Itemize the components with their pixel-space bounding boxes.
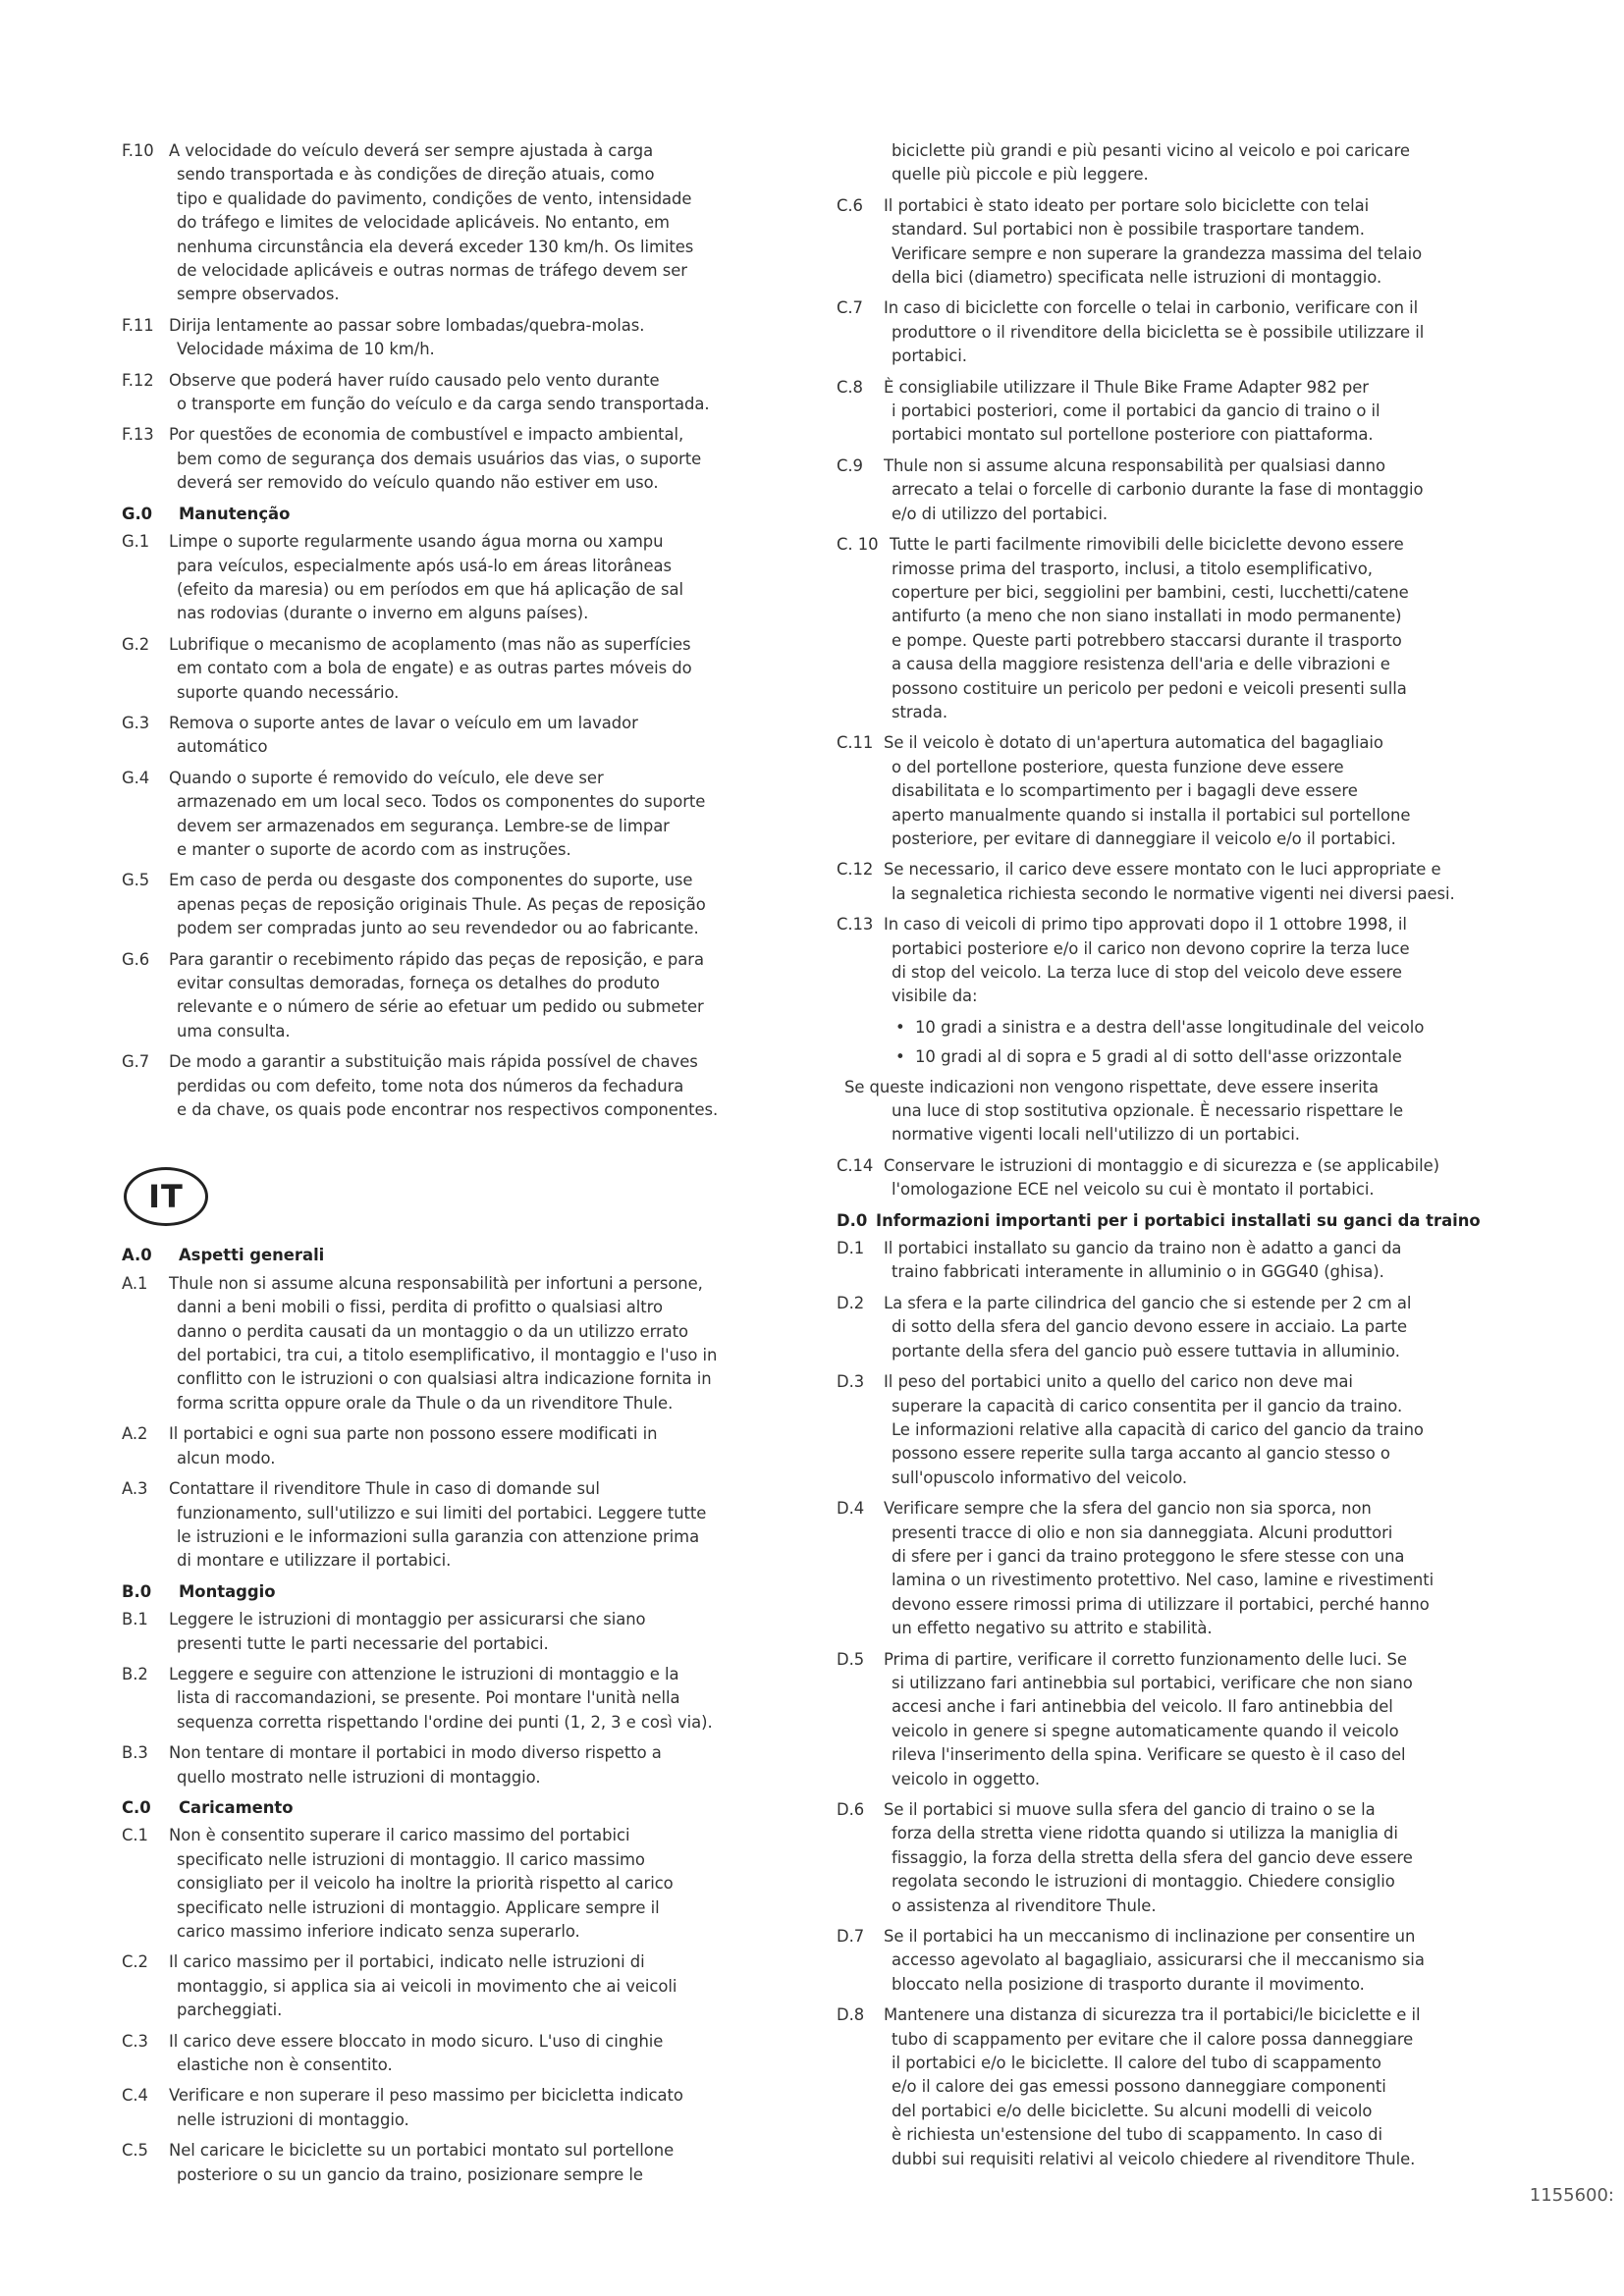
list-item [837, 2003, 1499, 2171]
item-line: regolata secondo le istruzioni di montaggio. Chiedere consiglio [892, 1872, 1395, 1892]
list-item [837, 533, 1499, 724]
item-number: C.4 [122, 2086, 148, 2106]
item-line: è richiesta un'estensione del tubo di scappamento. In caso di [892, 2125, 1382, 2145]
item-first-line: Para garantir o recebimento rápido das peças de reposição, e para [169, 949, 704, 969]
list-item [122, 423, 799, 495]
item-line: accesi anche i fari antinebbia del veicolo. Il faro antinebbia del [892, 1697, 1393, 1717]
list-item [122, 767, 799, 863]
item-first-line: In caso di veicoli di primo tipo approvati dopo il 1 ottobre 1998, il [884, 915, 1407, 934]
item-first-line: Prima di partire, verificare il corretto funzionamento delle luci. Se [884, 1649, 1407, 1669]
item-number: D.5 [837, 1649, 865, 1669]
item-first-line: Remova o suporte antes de lavar o veículo em um lavador [169, 713, 638, 732]
item-line: carico massimo inferiore indicato senza superarlo. [177, 1922, 580, 1941]
item-number: G.7 [122, 1052, 150, 1072]
item-first-line: Il portabici e ogni sua parte non possono essere modificati in [169, 1424, 658, 1444]
list-item [122, 2030, 799, 2078]
list-item [837, 913, 1499, 1009]
item-line: posteriore, per evitare di danneggiare il veicolo e/o il portabici. [892, 828, 1396, 848]
item-first-line: Leggere le istruzioni di montaggio per assicurarsi che siano [169, 1610, 646, 1629]
item-line: dubbi sui requisiti relativi al veicolo chiedere al rivenditore Thule. [892, 2149, 1416, 2168]
item-line: un effetto negativo su attrito e stabilità. [892, 1619, 1213, 1638]
item-first-line: Contattare il rivenditore Thule in caso di domande sul [169, 1479, 600, 1499]
item-number: F.11 [122, 315, 154, 335]
item-line: relevante e o número de série ao efetuar um pedido ou submeter [177, 997, 704, 1017]
item-first-line: Il peso del portabici unito a quello del carico non deve mai [884, 1372, 1353, 1392]
list-item [837, 1648, 1499, 1791]
item-line: do tráfego e limites de velocidade aplicáveis. No entanto, em [177, 213, 670, 233]
list-item [837, 1237, 1499, 1285]
right-column [837, 139, 1499, 2178]
item-line: quello mostrato nelle istruzioni di montaggio. [177, 1767, 541, 1787]
list-item [122, 1608, 799, 1656]
item-line: forza della stretta viene ridotta quando si utilizza la maniglia di [892, 1824, 1398, 1843]
item-line: (efeito da maresia) ou em períodos em que há aplicação de sal [177, 579, 683, 599]
item-first-line: Por questões de economia de combustível e impacto ambiental, [169, 425, 684, 445]
item-line: apenas peças de reposição originais Thule. As peças de reposição [177, 894, 706, 914]
item-number: C.13 [837, 915, 874, 934]
list-item [837, 1292, 1499, 1363]
item-number: C.1 [122, 1826, 148, 1845]
bullet-text: 10 gradi al di sopra e 5 gradi al di sotto dell'asse orizzontale [915, 1047, 1402, 1067]
item-line: coperture per bici, seggiolini per bambini, cesti, lucchetti/catene [892, 582, 1409, 602]
list-item [122, 314, 799, 362]
item-line: a causa della maggiore resistenza dell'aria e delle vibrazioni e [892, 655, 1390, 674]
list-item [122, 1824, 799, 1944]
item-line: visibile da: [892, 987, 978, 1006]
item-line: specificato nelle istruzioni di montaggio. Il carico massimo [177, 1849, 645, 1869]
item-line: si utilizzano fari antinebbia sul portabici, verificare che non siano [892, 1673, 1413, 1692]
list-item [837, 194, 1499, 291]
item-line: de velocidade aplicáveis e outras normas de tráfego devem ser [177, 261, 687, 281]
item-line: i portabici posteriori, come il portabici da gancio di traino o il [892, 401, 1380, 421]
item-line: elastiche non è consentito. [177, 2056, 393, 2075]
item-line: em contato com a bola de engate) e as outras partes móveis do [177, 659, 692, 678]
item-line: rimosse prima del trasporto, inclusi, a titolo esemplificativo, [892, 559, 1373, 578]
bullet-list [837, 1016, 1499, 1070]
item-line: presenti tracce di olio e non sia danneggiata. Alcuni produttori [892, 1522, 1393, 1542]
item-number: D.6 [837, 1800, 865, 1819]
list-item [122, 1050, 799, 1122]
item-line: danno o perdita causati da un montaggio o da un utilizzo errato [177, 1321, 689, 1341]
item-line: parcheggiati. [177, 2001, 283, 2020]
item-number: G.3 [122, 713, 150, 732]
section-heading-c [122, 1796, 799, 1820]
item-line: della bici (diametro) specificata nelle istruzioni di montaggio. [892, 268, 1382, 288]
item-line: Le informazioni relative alla capacità di carico del gancio da traino [892, 1419, 1424, 1439]
item-line: conflitto con le istruzioni o con qualsiasi altra indicazione fornita in [177, 1369, 712, 1389]
item-line: presenti tutte le parti necessarie del portabici. [177, 1633, 549, 1653]
g-items [122, 530, 799, 1122]
item-number: F.10 [122, 141, 154, 160]
list-item [122, 1741, 799, 1789]
item-first-line: Tutte le parti facilmente rimovibili delle biciclette devono essere [890, 535, 1404, 555]
item-line: rileva l'inserimento della spina. Verificare se questo è il caso del [892, 1745, 1406, 1765]
bullet-text: 10 gradi a sinistra e a destra dell'asse longitudinale del veicolo [915, 1017, 1425, 1037]
item-line: superare la capacità di carico consentita per il gancio da traino. [892, 1396, 1403, 1415]
section-title: Manutenção [179, 504, 291, 523]
item-line: funzionamento, sull'utilizzo e sui limiti del portabici. Leggere tutte [177, 1503, 707, 1522]
list-item [122, 139, 799, 307]
item-line: forma scritta oppure orale da Thule o da un rivenditore Thule. [177, 1393, 674, 1413]
list-item [837, 454, 1499, 526]
c13-note [837, 1076, 1499, 1148]
list-item [122, 530, 799, 626]
item-number: C.12 [837, 860, 874, 880]
item-first-line: Il carico deve essere bloccato in modo sicuro. L'uso di cinghie [169, 2031, 664, 2051]
item-line: e manter o suporte de acordo com as instruções. [177, 839, 571, 859]
item-line: o transporte em função do veículo e da carga sendo transportada. [177, 395, 710, 414]
item-line: quelle più piccole e più leggere. [892, 165, 1149, 185]
item-line: possono costituire un pericolo per pedoni e veicoli presenti sulla [892, 678, 1407, 698]
item-line: suporte quando necessário. [177, 682, 400, 702]
item-first-line: Nel caricare le biciclette su un portabici montato sul portellone [169, 2141, 675, 2161]
item-number: D.2 [837, 1293, 865, 1312]
item-line: podem ser compradas junto ao seu revendedor ou ao fabricante. [177, 919, 699, 938]
item-line: di sfere per i ganci da traino proteggono le sfere stesse con una [892, 1546, 1405, 1566]
list-item [837, 1497, 1499, 1640]
language-code: IT [148, 1178, 184, 1216]
item-line: Velocidade máxima de 10 km/h. [177, 340, 435, 359]
item-line: danni a beni mobili o fissi, perdita di profitto o qualsiasi altro [177, 1298, 663, 1317]
item-line: bem como de segurança dos demais usuários das vias, o suporte [177, 449, 702, 468]
list-item [837, 1154, 1499, 1202]
item-line: deverá ser removido do veículo quando não estiver em uso. [177, 473, 659, 493]
item-number: C.8 [837, 377, 863, 397]
item-line: bloccato nella posizione di trasporto durante il movimento. [892, 1974, 1365, 1994]
section-heading-d [837, 1209, 1499, 1233]
item-line: portante della sfera del gancio può essere tuttavia in alluminio. [892, 1341, 1400, 1361]
item-number: D.8 [837, 2005, 865, 2025]
item-number: C.11 [837, 733, 874, 753]
item-line: traino fabbricati interamente in alluminio o in GGG40 (ghisa). [892, 1262, 1384, 1282]
list-item [122, 712, 799, 760]
list-item [122, 2139, 799, 2187]
a-items [122, 1272, 799, 1574]
item-line: automático [177, 737, 268, 757]
item-first-line: Se necessario, il carico deve essere montato con le luci appropriate e [884, 860, 1441, 880]
item-line: sendo transportada e às condições de direção atuais, como [177, 165, 655, 185]
item-number: C.5 [122, 2141, 148, 2161]
item-line: uma consulta. [177, 1021, 291, 1041]
item-first-line: Se il portabici ha un meccanismo di inclinazione per consentire un [884, 1927, 1416, 1947]
item-number: G.2 [122, 634, 150, 654]
item-line: veicolo in genere si spegne automaticamente quando il veicolo [892, 1721, 1399, 1740]
item-line: o assistenza al rivenditore Thule. [892, 1896, 1157, 1915]
item-number: C.6 [837, 195, 863, 215]
list-item [122, 948, 799, 1044]
section-heading-a [122, 1244, 799, 1267]
item-line: del portabici e/o delle biciclette. Su alcuni modelli di veicolo [892, 2101, 1373, 2120]
item-first-line: A velocidade do veículo deverá ser sempre ajustada à carga [169, 141, 654, 160]
item-line: sempre observados. [177, 285, 340, 304]
item-first-line: Non tentare di montare il portabici in modo diverso rispetto a [169, 1743, 662, 1763]
item-line: una luce di stop sostitutiva opzionale. È necessario rispettare le [892, 1101, 1404, 1121]
item-first-line: Quando o suporte é removido do veículo, ele deve ser [169, 768, 604, 787]
c-items-left [122, 1824, 799, 2187]
c-items-right [837, 194, 1499, 1009]
section-title: Aspetti generali [179, 1246, 325, 1265]
item-first-line: Thule non si assume alcuna responsabilità per infortuni a persone, [169, 1273, 703, 1293]
list-item [122, 1422, 799, 1470]
section-number: G.0 [122, 504, 153, 523]
item-first-line: Verificare e non superare il peso massimo per bicicletta indicato [169, 2086, 683, 2106]
item-number: B.1 [122, 1610, 148, 1629]
item-number: F.13 [122, 425, 154, 445]
item-line: normative vigenti locali nell'utilizzo di un portabici. [892, 1125, 1300, 1145]
item-first-line: Leggere e seguire con attenzione le istruzioni di montaggio e la [169, 1664, 679, 1683]
item-number: C.3 [122, 2031, 148, 2051]
item-number: C.14 [837, 1155, 874, 1175]
list-item [837, 296, 1499, 368]
item-number: G.1 [122, 532, 150, 552]
item-line: tipo e qualidade do pavimento, condições de vento, intensidade [177, 188, 692, 208]
item-line: standard. Sul portabici non è possibile trasportare tandem. [892, 220, 1365, 240]
item-first-line: Mantenere una distanza di sicurezza tra il portabici/le biciclette e il [884, 2005, 1421, 2025]
item-line: posteriore o su un gancio da traino, posizionare sempre le [177, 2164, 643, 2184]
section-number: C.0 [122, 1797, 151, 1817]
item-line: alcun modo. [177, 1448, 276, 1468]
section-number: B.0 [122, 1581, 152, 1601]
list-item [122, 2084, 799, 2132]
item-line: sequenza corretta rispettando l'ordine dei punti (1, 2, 3 e così via). [177, 1712, 713, 1732]
item-number: G.6 [122, 949, 150, 969]
item-first-line: Non è consentito superare il carico massimo del portabici [169, 1826, 630, 1845]
item-line: portabici montato sul portellone posteriore con piattaforma. [892, 425, 1374, 445]
item-line: portabici posteriore e/o il carico non devono coprire la terza luce [892, 938, 1410, 958]
item-number: D.7 [837, 1927, 865, 1947]
item-line: fissaggio, la forza della stretta della sfera del gancio deve essere [892, 1847, 1413, 1867]
item-first-line: Il carico massimo per il portabici, indicato nelle istruzioni di [169, 1952, 645, 1972]
list-item [837, 731, 1499, 851]
list-item [122, 1477, 799, 1574]
bullet-icon: • [895, 1047, 905, 1067]
list-item [122, 869, 799, 940]
item-number: D.1 [837, 1239, 865, 1258]
bullet-item [837, 1016, 1499, 1040]
section-heading-b [122, 1580, 799, 1604]
list-item [122, 1272, 799, 1415]
item-line: e pompe. Queste parti potrebbero staccarsi durante il trasporto [892, 630, 1402, 650]
item-first-line: Se il portabici si muove sulla sfera del gancio di traino o se la [884, 1800, 1376, 1819]
item-line: il portabici e/o le biciclette. Il calore del tubo di scappamento [892, 2054, 1381, 2073]
list-item [837, 376, 1499, 448]
item-line: consigliato per il veicolo ha inoltre la priorità rispetto al carico [177, 1874, 674, 1894]
section-number: A.0 [122, 1246, 152, 1265]
item-number: D.4 [837, 1499, 865, 1519]
item-number: G.4 [122, 768, 150, 787]
list-item [837, 1798, 1499, 1918]
item-line: devem ser armazenados em segurança. Lembre-se de limpar [177, 816, 670, 835]
item-line: strada. [892, 702, 948, 721]
item-number: C.9 [837, 455, 863, 475]
item-first-line: Dirija lentamente ao passar sobre lombadas/quebra-molas. [169, 315, 645, 335]
b-items [122, 1608, 799, 1789]
item-line: o del portellone posteriore, questa funzione deve essere [892, 757, 1344, 776]
item-line: Verificare sempre e non superare la grandezza massima del telaio [892, 243, 1423, 263]
item-line: accesso agevolato al bagagliaio, assicurarsi che il meccanismo sia [892, 1950, 1425, 1970]
item-first-line: Lubrifique o mecanismo de acoplamento (mas não as superfícies [169, 634, 691, 654]
item-first-line: Conservare le istruzioni di montaggio e di sicurezza e (se applicabile) [884, 1155, 1439, 1175]
bullet-icon: • [895, 1017, 905, 1037]
item-line: biciclette più grandi e più pesanti vicino al veicolo e poi caricare [892, 141, 1410, 160]
item-line: e/o il calore dei gas emessi possono danneggiare componenti [892, 2077, 1386, 2097]
item-line: sull'opuscolo informativo del veicolo. [892, 1468, 1188, 1487]
left-column [122, 139, 799, 2194]
item-line: portabici. [892, 347, 967, 366]
item-line: arrecato a telai o forcelle di carbonio durante la fase di montaggio [892, 480, 1424, 500]
c5-continuation [837, 139, 1499, 187]
item-line: perdidas ou com defeito, tome nota dos números da fechadura [177, 1076, 684, 1095]
item-line: veicolo in oggetto. [892, 1769, 1041, 1789]
item-first-line: Thule non si assume alcuna responsabilità per qualsiasi danno [884, 455, 1385, 475]
item-number: F.12 [122, 370, 154, 390]
item-line: e da chave, os quais pode encontrar nos respectivos componentes. [177, 1100, 719, 1120]
item-line: antifurto (a meno che non siano installati in modo permanente) [892, 607, 1402, 626]
item-line: l'omologazione ECE nel veicolo su cui è montato il portabici. [892, 1180, 1375, 1200]
item-number: A.1 [122, 1273, 148, 1293]
item-line: nas rodovias (durante o inverno em alguns países). [177, 604, 589, 623]
item-line: lista di raccomandazioni, se presente. Poi montare l'unità nella [177, 1688, 680, 1708]
item-line: aperto manualmente quando si installa il portabici sul portellone [892, 805, 1411, 825]
d-items [837, 1237, 1499, 2171]
list-item [837, 1925, 1499, 1997]
item-line: montaggio, si applica sia ai veicoli in movimento che ai veicoli [177, 1976, 677, 1996]
item-number: G.5 [122, 871, 150, 890]
section-title: Caricamento [179, 1797, 294, 1817]
document-code: 1155600: [1529, 2185, 1614, 2206]
list-item [122, 1950, 799, 2022]
item-line: nenhuma circunstância ela deverá exceder 130 km/h. Os limites [177, 237, 694, 256]
section-heading-g [122, 503, 799, 526]
item-line: specificato nelle istruzioni di montaggio. Applicare sempre il [177, 1897, 660, 1917]
item-line: le istruzioni e le informazioni sulla garanzia con attenzione prima [177, 1526, 700, 1546]
item-first-line: È consigliabile utilizzare il Thule Bike Frame Adapter 982 per [884, 377, 1369, 397]
bullet-item [837, 1045, 1499, 1069]
item-number: C.7 [837, 298, 863, 318]
item-line: disabilitata e lo scompartimento per i bagagli deve essere [892, 781, 1358, 801]
item-number: A.2 [122, 1424, 148, 1444]
item-number: B.2 [122, 1664, 148, 1683]
item-first-line: La sfera e la parte cilindrica del gancio che si estende per 2 cm al [884, 1293, 1412, 1312]
item-first-line: Em caso de perda ou desgaste dos componentes do suporte, use [169, 871, 693, 890]
item-number: C.2 [122, 1952, 148, 1972]
item-line: evitar consultas demoradas, forneça os detalhes do produto [177, 974, 660, 992]
item-first-line: In caso di biciclette con forcelle o telai in carbonio, verificare con il [884, 298, 1419, 318]
list-item [837, 858, 1499, 906]
item-line: produttore o il rivenditore della bicicletta se è possibile utilizzare il [892, 322, 1425, 342]
item-line: di montare e utilizzare il portabici. [177, 1551, 452, 1571]
item-line: del portabici, tra cui, a titolo esemplificativo, il montaggio e l'uso in [177, 1346, 718, 1365]
item-number: C. 10 [837, 535, 879, 555]
list-item [122, 1663, 799, 1735]
section-number: D.0 [837, 1210, 868, 1230]
item-line: possono essere reperite sulla targa accanto al gancio stesso o [892, 1444, 1390, 1464]
item-line: di stop del veicolo. La terza luce di stop del veicolo deve essere [892, 963, 1402, 982]
item-first-line: Observe que poderá haver ruído causado pelo vento durante [169, 370, 660, 390]
item-line: nelle istruzioni di montaggio. [177, 2109, 409, 2129]
item-line: para veículos, especialmente após usá-lo em áreas litorâneas [177, 556, 673, 575]
item-first-line: Se queste indicazioni non vengono rispettate, deve essere inserita [844, 1077, 1379, 1096]
item-line: la segnaletica richiesta secondo le normative vigenti nei diversi paesi. [892, 883, 1455, 903]
item-number: D.3 [837, 1372, 865, 1392]
section-title: Montaggio [179, 1581, 276, 1601]
pt-items-top [122, 139, 799, 496]
item-number: A.3 [122, 1479, 148, 1499]
item-first-line: Limpe o suporte regularmente usando água morna ou xampu [169, 532, 664, 552]
item-first-line: Il portabici è stato ideato per portare solo biciclette con telai [884, 195, 1370, 215]
item-line: devono essere rimossi prima di utilizzare il portabici, perché hanno [892, 1594, 1430, 1614]
item-first-line: De modo a garantir a substituição mais rápida possível de chaves [169, 1052, 698, 1072]
section-title: Informazioni importanti per i portabici installati su ganci da traino [876, 1210, 1481, 1230]
language-badge-it [124, 1167, 208, 1226]
item-number: B.3 [122, 1743, 148, 1763]
list-item [837, 1370, 1499, 1490]
list-item [122, 369, 799, 417]
item-line: tubo di scappamento per evitare che il calore possa danneggiare [892, 2029, 1414, 2049]
item-line: e/o di utilizzo del portabici. [892, 504, 1109, 523]
item-line: armazenado em um local seco. Todos os componentes do suporte [177, 792, 706, 812]
item-first-line: Se il veicolo è dotato di un'apertura automatica del bagagliaio [884, 733, 1383, 753]
list-item [122, 633, 799, 705]
item-first-line: Verificare sempre che la sfera del gancio non sia sporca, non [884, 1499, 1372, 1519]
item-line: di sotto della sfera del gancio devono essere in acciaio. La parte [892, 1317, 1408, 1337]
item-line: lamina o un rivestimento protettivo. Nel caso, lamine e rivestimenti [892, 1571, 1435, 1590]
item-first-line: Il portabici installato su gancio da traino non è adatto a ganci da [884, 1239, 1402, 1258]
